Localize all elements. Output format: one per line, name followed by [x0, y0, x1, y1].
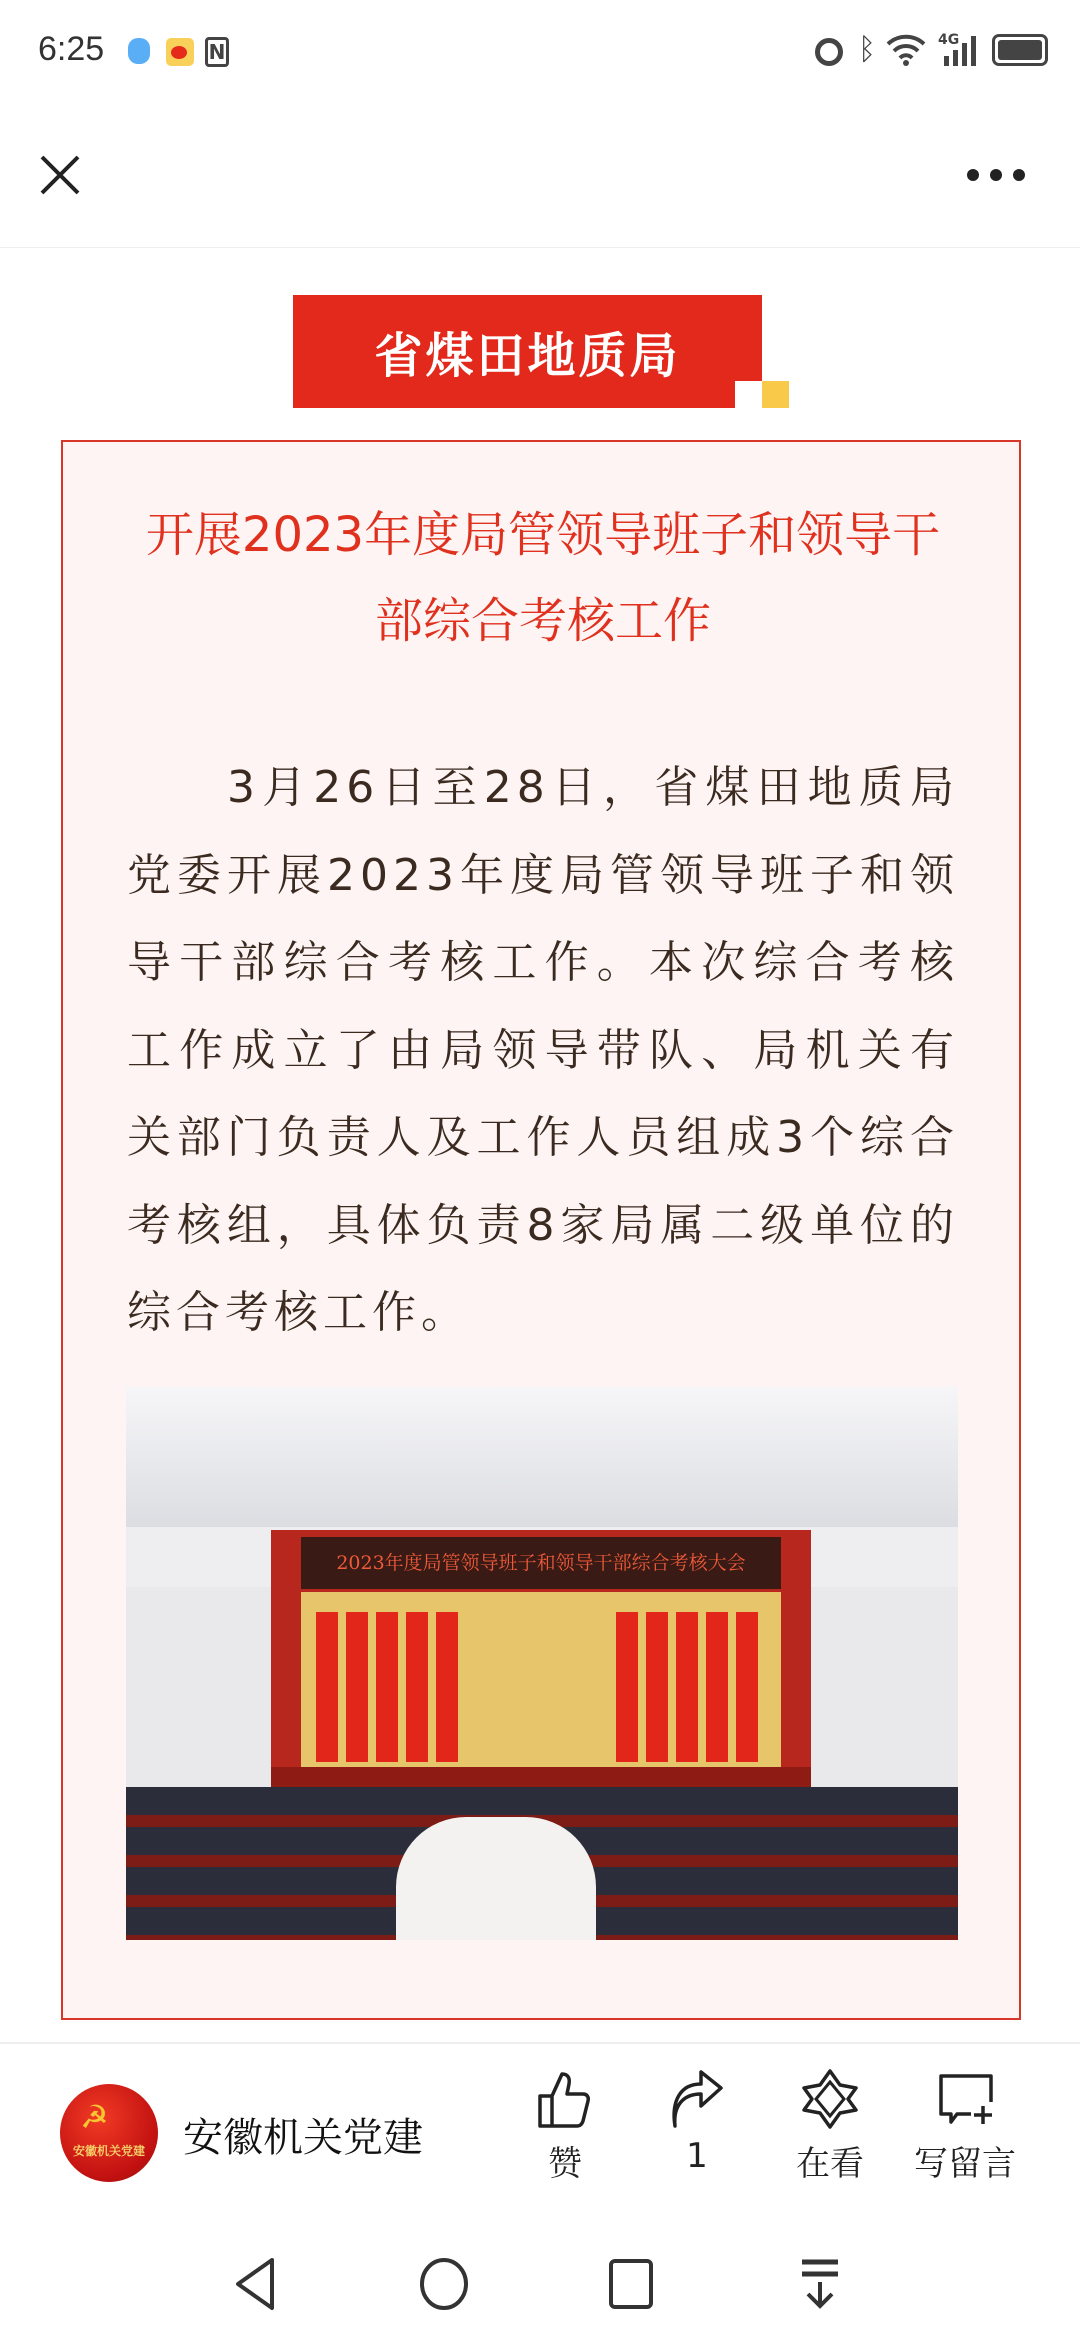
decor-square-yellow	[762, 381, 789, 408]
section-label: 省煤田地质局	[293, 295, 762, 408]
meeting-photo	[126, 1387, 958, 1940]
more-icon[interactable]	[966, 168, 1026, 182]
share-icon	[667, 2068, 727, 2130]
recents-icon[interactable]	[608, 2258, 654, 2310]
status-time: 6:25	[38, 30, 105, 68]
comment-icon	[935, 2068, 995, 2130]
share-count: 1	[686, 2136, 708, 2176]
comment-button[interactable]	[900, 2068, 1030, 2185]
alarm-icon	[815, 38, 843, 66]
comment-label: 写留言	[914, 2144, 1016, 2184]
battery-icon	[992, 34, 1048, 66]
share-button[interactable]	[632, 2068, 762, 2176]
article-body: 3月26日至28日，省煤田地质局党委开展2023年度局管领导班子和领导干部综合考核工作。本次综合考核工作成立了由局领导带队、局机关有关部门负责人及工作人员组成3个综合考核组，具体负责8家局属二级单位的综合考核工作。	[127, 762, 959, 1338]
wow-icon	[800, 2068, 860, 2130]
weibo-icon	[166, 38, 194, 66]
network-type: 4G	[938, 32, 960, 48]
photo-banner: 2023年度局管领导班子和领导干部综合考核大会	[301, 1537, 781, 1589]
bottom-action-bar	[0, 2042, 1080, 2212]
like-label: 赞	[548, 2144, 582, 2184]
wow-button[interactable]	[765, 2068, 895, 2185]
article-title: 开展2023年度局管领导班子和领导干部综合考核工作	[145, 507, 941, 649]
app-notification-icon	[128, 38, 150, 64]
home-icon[interactable]	[418, 2256, 470, 2312]
top-bar	[0, 100, 1080, 248]
account-name[interactable]: 安徽机关党建	[183, 2115, 423, 2161]
system-nav-bar	[0, 2212, 1080, 2340]
wow-label: 在看	[796, 2144, 864, 2184]
status-bar	[0, 0, 1080, 100]
back-icon[interactable]	[232, 2256, 276, 2312]
signal-icon	[942, 34, 982, 66]
account-avatar[interactable]: ☭ 安徽机关党建	[60, 2084, 158, 2182]
bluetooth-icon: ᛒ	[858, 32, 876, 67]
article-card	[61, 440, 1021, 2020]
like-button[interactable]	[500, 2068, 630, 2185]
wifi-icon	[886, 34, 926, 66]
close-icon[interactable]	[38, 153, 82, 197]
nfc-icon: N	[205, 37, 229, 67]
notification-pull-icon[interactable]	[798, 2258, 842, 2310]
avatar-text: 安徽机关党建	[72, 2144, 145, 2158]
thumbs-up-icon	[535, 2068, 595, 2130]
decor-square	[735, 381, 762, 408]
